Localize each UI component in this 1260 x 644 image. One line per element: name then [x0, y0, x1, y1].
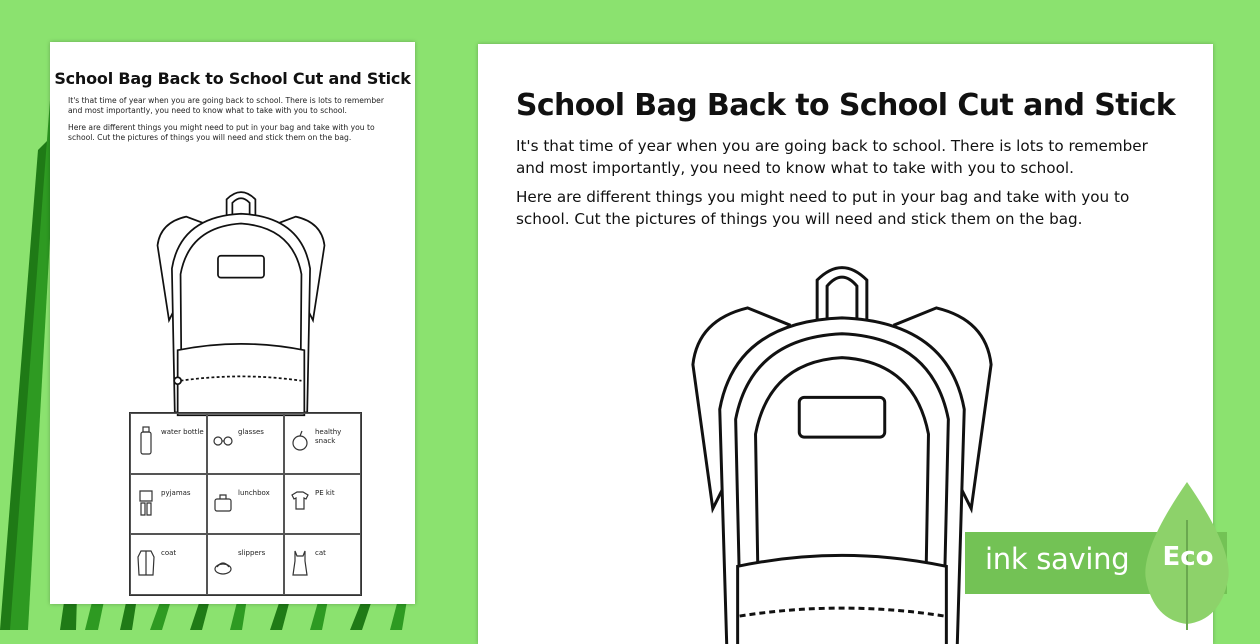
- item-label: cat: [315, 549, 326, 558]
- glasses-icon: [213, 426, 233, 456]
- ink-saving-label: ink saving: [985, 542, 1130, 576]
- item-cell[interactable]: [130, 534, 207, 595]
- preview-intro-paragraph: It's that time of year when you are going back to school. There is lots to remember and most importantly, you need to know what to take with you to school.: [516, 137, 1148, 177]
- item-label: pyjamas: [161, 488, 191, 497]
- coat-icon: [136, 547, 156, 577]
- pyjamas-icon: [136, 487, 156, 517]
- item-label: healthy snack: [315, 428, 342, 445]
- item-label: coat: [161, 549, 177, 558]
- slippers-icon: [213, 547, 233, 577]
- item-cell[interactable]: [207, 534, 284, 595]
- lunchbox-icon: [213, 487, 233, 517]
- eco-label: Eco: [1162, 542, 1214, 572]
- cat-icon: [290, 547, 310, 577]
- item-cell[interactable]: [207, 413, 284, 474]
- cut-out-items-grid: [129, 412, 362, 596]
- item-label: slippers: [238, 549, 266, 558]
- item-cell[interactable]: [207, 474, 284, 535]
- apple-icon: [290, 426, 310, 456]
- item-cell[interactable]: [284, 474, 361, 535]
- item-label: lunchbox: [238, 488, 270, 497]
- item-label: water bottle: [161, 428, 204, 436]
- backpack-illustration-small: [146, 156, 336, 450]
- bottle-icon: [136, 426, 156, 456]
- item-cell[interactable]: [130, 413, 207, 474]
- item-label: glasses: [238, 428, 264, 436]
- item-cell[interactable]: [284, 413, 361, 474]
- thumbnail-intro-paragraph: It's that time of year when you are going back to school. There is lots to remember and most importantly, you need to know what to take with you to school.: [68, 96, 384, 115]
- thumbnail-title: School Bag Back to School Cut and Stick: [54, 69, 411, 88]
- pe-kit-icon: [290, 487, 310, 517]
- eco-leaf: [1142, 480, 1232, 630]
- item-label: PE kit: [315, 488, 335, 497]
- item-cell[interactable]: [130, 474, 207, 535]
- backpack-illustration-large: [678, 249, 1006, 644]
- preview-title: School Bag Back to School Cut and Stick: [515, 88, 1176, 123]
- worksheet-thumbnail[interactable]: [50, 42, 415, 604]
- preview-instructions-paragraph: Here are different things you might need to put in your bag and take with you to school. Cut the pictures of things you will need and stick them on the bag.: [516, 188, 1130, 228]
- item-cell[interactable]: [284, 534, 361, 595]
- thumbnail-instructions-paragraph: Here are different things you might need to put in your bag and take with you to school. Cut the pictures of things you will need and stick them on the bag.: [68, 123, 375, 142]
